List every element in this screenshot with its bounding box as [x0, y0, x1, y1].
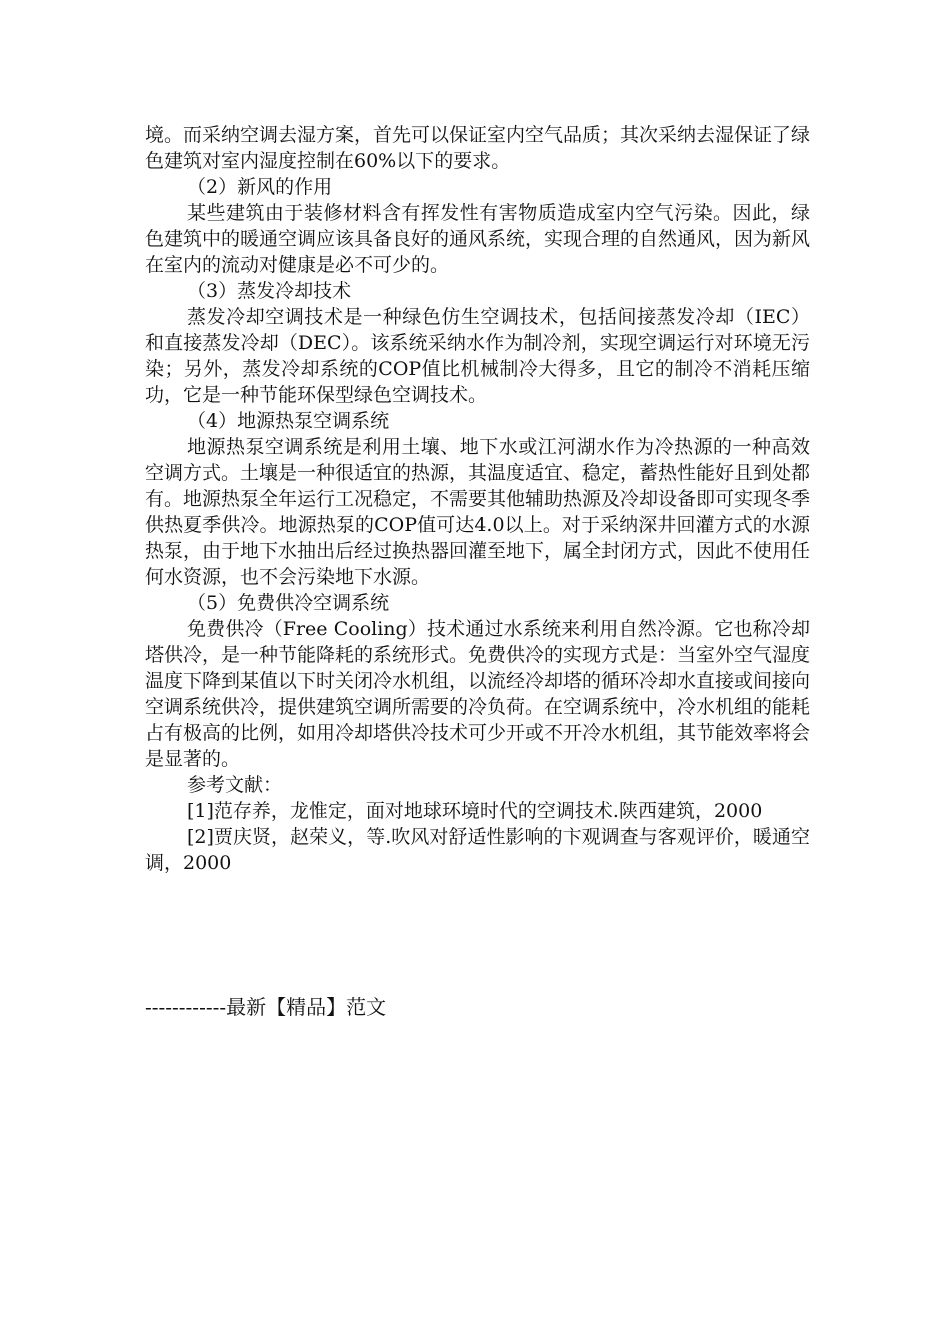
- section-heading-ground-source-heat-pump: （4）地源热泵空调系统: [187, 410, 390, 432]
- paragraph-free-cooling: 免费供冷（Free Cooling）技术通过水系统来利用自然冷源。它也称冷却塔供冷，是一种节能降耗的系统形式。免费供冷的实现方式是：当室外空气湿度温度下降到某值以下时关闭冷水机组，以流经冷却塔的循环冷却水直接或间接向空调系统供冷，提供建筑空调所需要的冷负荷。在空调系统中，冷水机组的能耗占有极高的比例，如用冷却塔供冷技术可少开或不开冷水机组，其节能效率将会是显著的。: [145, 618, 811, 770]
- references-heading: 参考文献：: [187, 774, 283, 796]
- reference-item-1: [1]范存养，龙惟定，面对地球环境时代的空调技术.陕西建筑，2000: [187, 800, 763, 822]
- reference-item-2: [2]贾庆贤，赵荣义，等.吹风对舒适性影响的卞观调查与客观评价，暖通空调，2000: [145, 826, 810, 874]
- paragraph-evaporative-cooling: 蒸发冷却空调技术是一种绿色仿生空调技术，包括间接蒸发冷却（IEC）和直接蒸发冷却（DEC）。该系统采纳水作为制冷剂，实现空调运行对环境无污染；另外，蒸发冷却系统的COP值比机械制冷大得多，且它的制冷不消耗压缩功，它是一种节能环保型绿色空调技术。: [145, 306, 810, 406]
- document-body: [145, 122, 810, 876]
- section-heading-evaporative-cooling: （3）蒸发冷却技术: [187, 280, 352, 302]
- section-heading-free-cooling: （5）免费供冷空调系统: [187, 592, 390, 614]
- section-heading-fresh-air: （2）新风的作用: [187, 176, 333, 198]
- paragraph-intro-continuation: 境。而采纳空调去湿方案，首先可以保证室内空气品质；其次采纳去湿保证了绿色建筑对室内湿度控制在60%以下的要求。: [145, 124, 811, 172]
- paragraph-ground-source-heat-pump: 地源热泵空调系统是利用土壤、地下水或江河湖水作为冷热源的一种高效空调方式。土壤是一种很适宜的热源，其温度适宜、稳定，蓄热性能好且到处都有。地源热泵全年运行工况稳定，不需要其他辅助热源及冷却设备即可实现冬季供热夏季供冷。地源热泵的COP值可达4.0以上。对于采纳深井回灌方式的水源热泵，由于地下水抽出后经过换热器回灌至地下，属全封闭方式，因此不使用任何水资源，也不会污染地下水源。: [145, 436, 811, 588]
- paragraph-fresh-air: 某些建筑由于装修材料含有挥发性有害物质造成室内空气污染。因此，绿色建筑中的暖通空调应该具备良好的通风系统，实现合理的自然通风，因为新风在室内的流动对健康是必不可少的。: [145, 202, 811, 276]
- page-footer: ------------最新【精品】范文: [145, 995, 387, 1019]
